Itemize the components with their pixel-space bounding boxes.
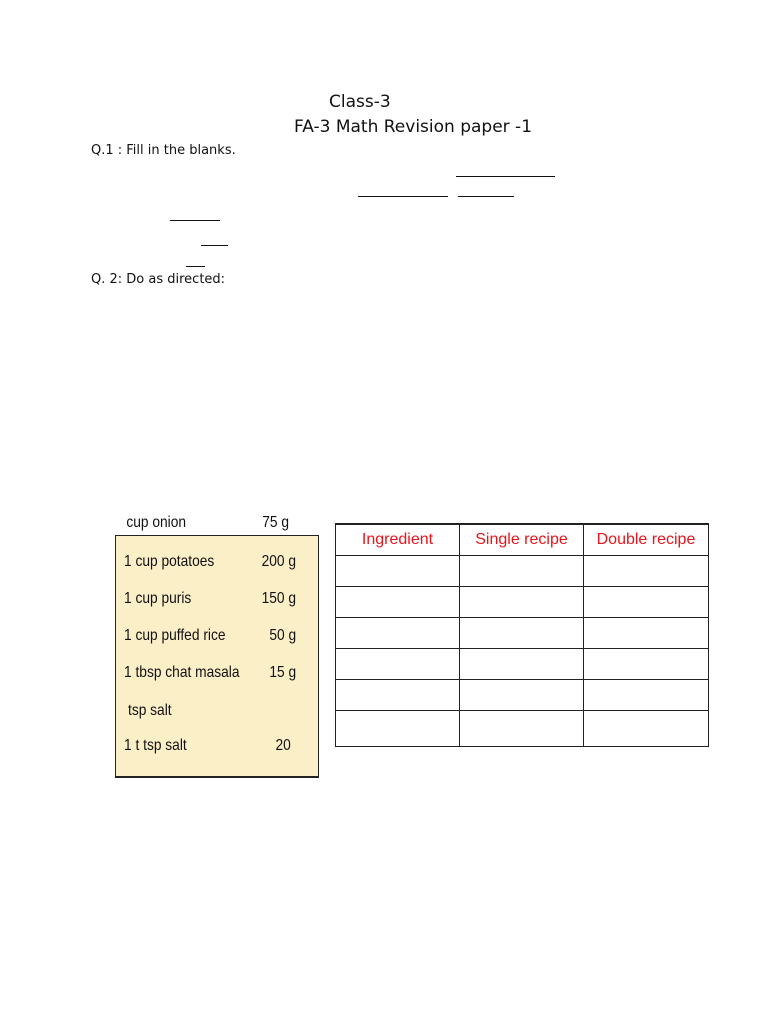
table-row <box>336 649 709 680</box>
recipe-item-name: 1 t tsp salt <box>124 737 187 754</box>
question-1: Q.1 : Fill in the blanks. <box>91 143 236 158</box>
table-cell <box>460 711 584 747</box>
table-cell <box>336 711 460 747</box>
table-row <box>336 711 709 747</box>
recipe-card <box>115 535 319 778</box>
table-cell <box>336 649 460 680</box>
table-header-row <box>336 524 709 556</box>
recipe-item-name: 1 tbsp chat masala <box>124 664 240 681</box>
table-cell <box>460 587 584 618</box>
recipe-row <box>116 702 318 726</box>
table-cell <box>584 711 709 747</box>
recipe-item-name: 1 cup puffed rice <box>124 627 226 644</box>
table-row <box>336 618 709 649</box>
table-cell <box>584 680 709 711</box>
blank-line <box>458 196 514 197</box>
table-row <box>336 587 709 618</box>
table-cell <box>460 680 584 711</box>
question-2: Q. 2: Do as directed: <box>91 272 226 287</box>
header-double-recipe: Double recipe <box>584 524 709 556</box>
blank-line <box>186 266 205 267</box>
blank-line <box>201 245 228 246</box>
table-cell <box>584 649 709 680</box>
recipe-row <box>116 627 318 651</box>
table-cell <box>460 618 584 649</box>
recipe-item-name: tsp salt <box>128 702 172 719</box>
blank-line <box>358 196 448 197</box>
blank-line <box>170 220 220 221</box>
class-label: Class-3 <box>329 92 391 112</box>
table-cell <box>460 556 584 587</box>
recipe-item-name: 1 cup potatoes <box>124 553 215 570</box>
recipe-item-name: 1 cup puris <box>124 590 192 607</box>
table-cell <box>336 587 460 618</box>
table-row <box>336 556 709 587</box>
recipe-item-qty: 200 g <box>261 553 296 570</box>
table-cell <box>584 556 709 587</box>
recipe-item-qty: 15 g <box>269 664 296 681</box>
header-ingredient: Ingredient <box>336 524 460 556</box>
header-single-recipe: Single recipe <box>460 524 584 556</box>
recipe-row <box>116 664 318 688</box>
paper-title: FA-3 Math Revision paper -1 <box>294 117 533 137</box>
blank-line <box>456 176 555 177</box>
recipe-item-qty: 75 g <box>262 514 289 531</box>
table-cell <box>460 649 584 680</box>
table-row <box>336 680 709 711</box>
recipe-row <box>116 737 318 761</box>
table-cell <box>336 618 460 649</box>
recipe-row <box>116 553 318 577</box>
recipe-item-name: cup onion <box>126 514 186 531</box>
table-cell <box>584 618 709 649</box>
recipe-item-qty: 50 g <box>269 627 296 644</box>
recipe-item-qty: 150 g <box>261 590 296 607</box>
table-cell <box>336 680 460 711</box>
recipe-row <box>116 590 318 614</box>
recipe-table <box>335 523 709 747</box>
table-cell <box>584 587 709 618</box>
recipe-top-row <box>116 514 291 536</box>
table-cell <box>336 556 460 587</box>
recipe-item-qty: 20 <box>275 737 291 754</box>
